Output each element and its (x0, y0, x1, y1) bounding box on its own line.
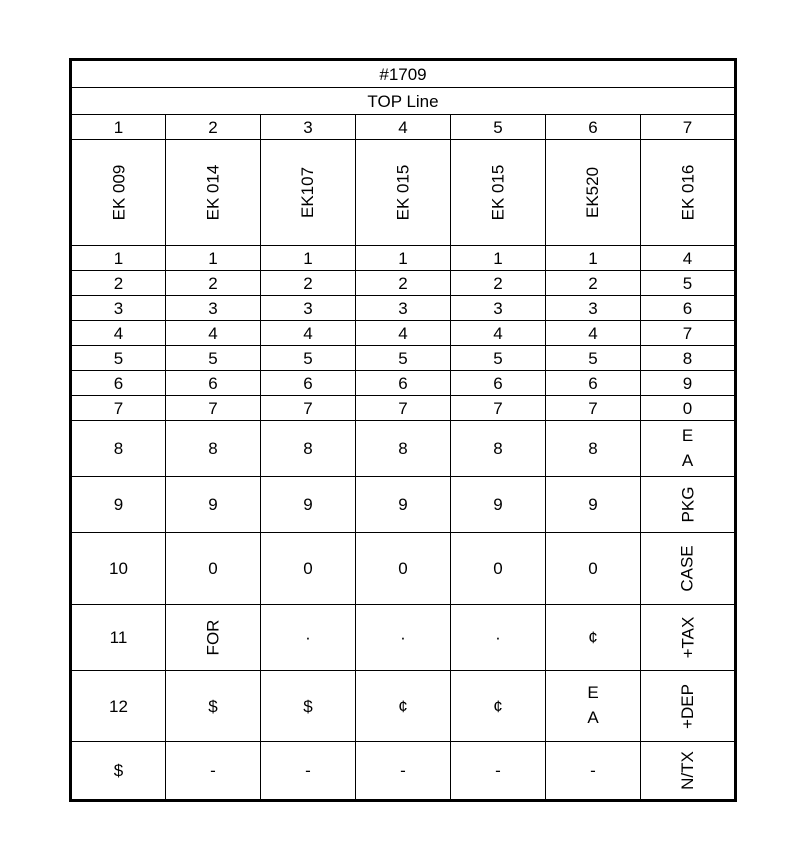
table-cell: 5 (166, 346, 261, 371)
stacked-letter: A (681, 450, 694, 470)
table-cell: 0 (166, 533, 261, 605)
table-row (71, 246, 736, 271)
table-cell (546, 671, 641, 742)
table-cell: 2 (546, 271, 641, 296)
table-cell: 3 (356, 296, 451, 321)
stacked-letter: A (587, 708, 599, 727)
table-cell: 5 (641, 271, 736, 296)
rotated-label: CASE (677, 545, 697, 592)
table-cell: 3 (166, 296, 261, 321)
table-cell: 8 (641, 346, 736, 371)
table-cell: 0 (641, 396, 736, 421)
table-cell: 0 (546, 533, 641, 605)
table-cell: 2 (71, 271, 166, 296)
table-cell: 7 (71, 396, 166, 421)
key-legend-table (69, 58, 737, 802)
table-cell: 6 (546, 371, 641, 396)
rotated-label: +DEP (677, 683, 697, 729)
table-cell: 9 (166, 477, 261, 533)
table-cell: · (356, 605, 451, 671)
table-cell: 5 (546, 346, 641, 371)
table-cell: 12 (71, 671, 166, 742)
table-row (71, 605, 736, 671)
table-row (71, 296, 736, 321)
table-title: #1709 (71, 60, 736, 88)
table-cell: 3 (451, 296, 546, 321)
table-cell: 3 (546, 296, 641, 321)
code-cell (451, 140, 546, 246)
table-cell: 9 (546, 477, 641, 533)
table-cell: 6 (451, 371, 546, 396)
table-cell: 7 (546, 396, 641, 421)
rotated-label: PKG (678, 486, 697, 523)
table-cell: 8 (261, 421, 356, 477)
table-cell: 8 (451, 421, 546, 477)
table-cell: 7 (451, 396, 546, 421)
table-row (71, 396, 736, 421)
table-row (71, 371, 736, 396)
table-cell: 9 (451, 477, 546, 533)
table-cell: - (166, 742, 261, 801)
table-cell: 1 (166, 246, 261, 271)
code-cell (546, 140, 641, 246)
table-cell: ¢ (546, 605, 641, 671)
table-cell (641, 742, 736, 801)
table-cell: 6 (641, 296, 736, 321)
rotated-label: FOR (203, 619, 223, 656)
table-cell (641, 477, 736, 533)
table-cell: 7 (261, 396, 356, 421)
short-rows (71, 246, 736, 421)
table-cell: 6 (166, 371, 261, 396)
table-cell: 7 (166, 396, 261, 421)
column-number: 4 (356, 115, 451, 140)
table-cell: 5 (451, 346, 546, 371)
table-cell: 4 (641, 246, 736, 271)
table-cell: $ (166, 671, 261, 742)
code-label: EK 014 (203, 164, 223, 221)
table-subtitle: TOP Line (71, 88, 736, 115)
table-cell: 7 (356, 396, 451, 421)
table-cell: 4 (546, 321, 641, 346)
table-cell (641, 605, 736, 671)
table-cell: 2 (261, 271, 356, 296)
table-cell: $ (71, 742, 166, 801)
table-cell: 9 (356, 477, 451, 533)
table-cell: 3 (71, 296, 166, 321)
table-row (71, 346, 736, 371)
table-cell: 6 (261, 371, 356, 396)
table-cell (166, 605, 261, 671)
table-cell: · (261, 605, 356, 671)
table-cell: 11 (71, 605, 166, 671)
code-cell (261, 140, 356, 246)
table-cell: 6 (356, 371, 451, 396)
table-cell: ¢ (451, 671, 546, 742)
table-row (71, 533, 736, 605)
table-cell: · (451, 605, 546, 671)
table-cell: 2 (451, 271, 546, 296)
stacked-label (682, 424, 693, 473)
table-cell: 4 (261, 321, 356, 346)
table-cell (641, 671, 736, 742)
table-cell: $ (261, 671, 356, 742)
rotated-label: +TAX (677, 616, 697, 659)
table-row (71, 671, 736, 742)
code-label: EK520 (583, 166, 603, 219)
table-cell: - (261, 742, 356, 801)
table-cell: 1 (356, 246, 451, 271)
column-number: 1 (71, 115, 166, 140)
column-number: 2 (166, 115, 261, 140)
table-row (71, 742, 736, 801)
code-cell (356, 140, 451, 246)
table-cell: 3 (261, 296, 356, 321)
table-cell: 5 (71, 346, 166, 371)
table-cell: 6 (71, 371, 166, 396)
table-cell: 1 (451, 246, 546, 271)
rotated-label: N/TX (677, 751, 697, 790)
stacked-label (587, 681, 598, 730)
table-row (71, 421, 736, 477)
table-cell: 4 (356, 321, 451, 346)
table-cell: 8 (546, 421, 641, 477)
tall-rows (71, 421, 736, 801)
table-cell: 4 (71, 321, 166, 346)
code-cell (166, 140, 261, 246)
table-cell: 9 (261, 477, 356, 533)
table-cell: 0 (451, 533, 546, 605)
table-cell: 0 (261, 533, 356, 605)
table-row (71, 321, 736, 346)
column-number: 3 (261, 115, 356, 140)
table-cell: 0 (356, 533, 451, 605)
code-label: EK 009 (108, 164, 128, 221)
column-number: 5 (451, 115, 546, 140)
code-cell (641, 140, 736, 246)
table-cell: 1 (546, 246, 641, 271)
table-row (71, 477, 736, 533)
table-cell: - (356, 742, 451, 801)
table-cell: 7 (641, 321, 736, 346)
code-label: EK 015 (488, 164, 508, 221)
table-cell (641, 533, 736, 605)
table-cell: - (546, 742, 641, 801)
table-cell: 4 (451, 321, 546, 346)
code-label: EK 016 (677, 164, 697, 221)
column-number: 7 (641, 115, 736, 140)
stacked-letter: E (587, 683, 599, 703)
column-number: 6 (546, 115, 641, 140)
table-cell: ¢ (356, 671, 451, 742)
table-cell: 4 (166, 321, 261, 346)
table-cell: 9 (641, 371, 736, 396)
table-cell: 8 (71, 421, 166, 477)
table-cell: 5 (261, 346, 356, 371)
table-cell (641, 421, 736, 477)
table-row (71, 271, 736, 296)
table-cell: 1 (71, 246, 166, 271)
code-cell (71, 140, 166, 246)
table-cell: 1 (261, 246, 356, 271)
table-cell: 2 (166, 271, 261, 296)
table-cell: 10 (71, 533, 166, 605)
table-cell: - (451, 742, 546, 801)
table-cell: 8 (356, 421, 451, 477)
table-cell: 2 (356, 271, 451, 296)
table-cell: 8 (166, 421, 261, 477)
code-label: EK 015 (393, 164, 413, 221)
stacked-letter: E (681, 425, 694, 445)
table-cell: 5 (356, 346, 451, 371)
table-cell: 9 (71, 477, 166, 533)
code-label: EK107 (298, 166, 318, 219)
